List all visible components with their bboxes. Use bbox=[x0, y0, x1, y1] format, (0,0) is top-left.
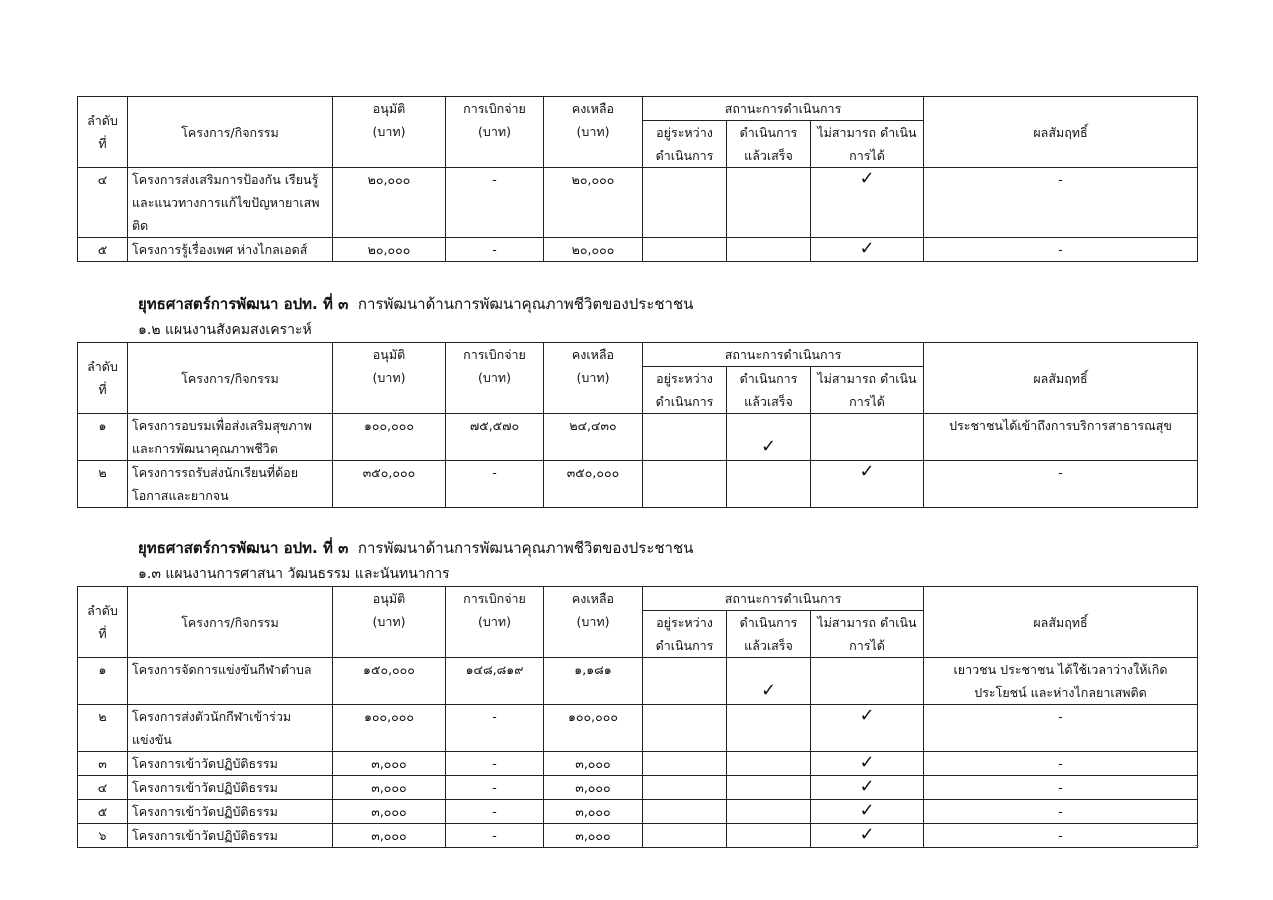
col-disbursed-unit: (บาท) bbox=[478, 614, 511, 629]
row-result: ประชาชนได้เข้าถึงการบริการสาธารณสุข bbox=[924, 414, 1198, 461]
table-body bbox=[78, 658, 1198, 848]
row-approved: ๑๐๐,๐๐๐ bbox=[333, 705, 446, 752]
col-disbursed bbox=[446, 97, 544, 168]
col-status: สถานะการดำเนินการ bbox=[643, 97, 924, 121]
col-remaining bbox=[544, 343, 643, 414]
table-row bbox=[78, 168, 1198, 238]
checkmark-icon: ✓ bbox=[859, 705, 875, 726]
row-remaining: ๓,๐๐๐ bbox=[544, 752, 643, 776]
status-completed-cell bbox=[727, 705, 811, 752]
col-approved-unit: (บาท) bbox=[372, 614, 406, 629]
row-disbursed: - bbox=[446, 752, 544, 776]
table-row bbox=[78, 658, 1198, 705]
table-body bbox=[78, 168, 1198, 262]
status-in-progress-cell bbox=[643, 752, 727, 776]
row-project-name: โครงการรถรับส่งนักเรียนที่ด้อยโอกาสและยากจน bbox=[128, 461, 333, 508]
col-remaining-label: คงเหลือ bbox=[571, 101, 615, 116]
row-project-name: โครงการอบรมเพื่อส่งเสริมสุขภาพและการพัฒนาคุณภาพชีวิต bbox=[128, 414, 333, 461]
row-remaining: ๓,๐๐๐ bbox=[544, 800, 643, 824]
status-unable-cell bbox=[811, 414, 924, 461]
row-disbursed: ๗๕,๕๗๐ bbox=[446, 414, 544, 461]
status-in-progress-cell bbox=[643, 776, 727, 800]
col-remaining bbox=[544, 587, 643, 658]
col-unable: ไม่สามารถ ดำเนินการได้ bbox=[811, 611, 924, 658]
row-disbursed: - bbox=[446, 800, 544, 824]
status-in-progress-cell bbox=[643, 800, 727, 824]
row-result: - bbox=[924, 461, 1198, 508]
row-disbursed: - bbox=[446, 824, 544, 848]
table-row bbox=[78, 752, 1198, 776]
strategy-heading bbox=[138, 293, 693, 315]
col-disbursed-unit: (บาท) bbox=[478, 370, 511, 385]
row-project-name: โครงการส่งตัวนักกีฬาเข้าร่วมแข่งขัน bbox=[128, 705, 333, 752]
row-approved: ๓,๐๐๐ bbox=[333, 752, 446, 776]
checkmark-icon: ✓ bbox=[859, 800, 875, 821]
row-seq: ๓ bbox=[78, 752, 128, 776]
status-completed-cell bbox=[727, 658, 811, 705]
status-completed-cell bbox=[727, 752, 811, 776]
row-result: - bbox=[924, 824, 1198, 848]
status-in-progress-cell bbox=[643, 461, 727, 508]
col-approved-label: อนุมัติ bbox=[372, 591, 406, 606]
row-seq: ๑ bbox=[78, 658, 128, 705]
row-disbursed: ๑๔๘,๘๑๙ bbox=[446, 658, 544, 705]
status-completed-cell bbox=[727, 800, 811, 824]
row-result: - bbox=[924, 752, 1198, 776]
col-seq: ลำดับ ที่ bbox=[78, 97, 128, 168]
status-in-progress-cell bbox=[643, 705, 727, 752]
row-disbursed: - bbox=[446, 705, 544, 752]
row-project-name: โครงการรู้เรื่องเพศ ห่างไกลเอดส์ bbox=[128, 238, 333, 262]
status-completed-cell bbox=[727, 168, 811, 238]
col-status: สถานะการดำเนินการ bbox=[643, 587, 924, 611]
col-seq: ลำดับ ที่ bbox=[78, 587, 128, 658]
col-remaining-unit: (บาท) bbox=[576, 370, 610, 385]
checkmark-icon: ✓ bbox=[859, 776, 875, 797]
status-completed-cell bbox=[727, 776, 811, 800]
row-result: เยาวชน ประชาชน ได้ใช้เวลาว่างให้เกิดประโยชน์ และห่างไกลยาเสพติด bbox=[924, 658, 1198, 705]
col-approved-label: อนุมัติ bbox=[372, 347, 406, 362]
table-row bbox=[78, 824, 1198, 848]
col-project: โครงการ/กิจกรรม bbox=[128, 97, 333, 168]
row-project-name: โครงการเข้าวัดปฏิบัติธรรม bbox=[128, 800, 333, 824]
col-disbursed-unit: (บาท) bbox=[478, 124, 511, 139]
status-in-progress-cell bbox=[643, 238, 727, 262]
status-unable-cell bbox=[811, 824, 924, 848]
checkmark-icon: ✓ bbox=[760, 436, 777, 457]
row-seq: ๒ bbox=[78, 461, 128, 508]
col-disbursed-label: การเบิกจ่าย bbox=[463, 591, 526, 606]
table-row bbox=[78, 800, 1198, 824]
status-in-progress-cell bbox=[643, 824, 727, 848]
row-remaining: ๒๔,๔๓๐ bbox=[544, 414, 643, 461]
status-completed-cell bbox=[727, 238, 811, 262]
col-in-progress: อยู่ระหว่าง ดำเนินการ bbox=[643, 121, 727, 168]
status-in-progress-cell bbox=[643, 168, 727, 238]
col-unable: ไม่สามารถ ดำเนินการได้ bbox=[811, 121, 924, 168]
row-approved: ๓,๐๐๐ bbox=[333, 800, 446, 824]
table-row bbox=[78, 238, 1198, 262]
row-approved: ๓,๐๐๐ bbox=[333, 776, 446, 800]
row-seq: ๔ bbox=[78, 168, 128, 238]
row-disbursed: - bbox=[446, 776, 544, 800]
col-disbursed bbox=[446, 343, 544, 414]
row-seq: ๑ bbox=[78, 414, 128, 461]
checkmark-icon: ✓ bbox=[859, 824, 875, 845]
table-header bbox=[78, 343, 1198, 414]
col-remaining bbox=[544, 97, 643, 168]
row-remaining: ๑,๑๘๑ bbox=[544, 658, 643, 705]
checkmark-icon: ✓ bbox=[859, 461, 875, 482]
status-unable-cell bbox=[811, 800, 924, 824]
row-disbursed: - bbox=[446, 238, 544, 262]
col-approved-unit: (บาท) bbox=[372, 370, 406, 385]
row-approved: ๓,๐๐๐ bbox=[333, 824, 446, 848]
col-approved bbox=[333, 343, 446, 414]
col-approved-label: อนุมัติ bbox=[372, 101, 406, 116]
row-remaining: ๒๐,๐๐๐ bbox=[544, 168, 643, 238]
status-completed-cell bbox=[727, 824, 811, 848]
col-disbursed bbox=[446, 587, 544, 658]
strategy-description: การพัฒนาด้านการพัฒนาคุณภาพชีวิตของประชาชน bbox=[357, 539, 694, 557]
row-seq: ๕ bbox=[78, 800, 128, 824]
row-disbursed: - bbox=[446, 461, 544, 508]
col-remaining-label: คงเหลือ bbox=[571, 347, 615, 362]
row-result: - bbox=[924, 168, 1198, 238]
page-edge-mark bbox=[1195, 845, 1199, 846]
col-result: ผลสัมฤทธิ์ bbox=[924, 587, 1198, 658]
plan-heading: ๑.๓ แผนงานการศาสนา วัฒนธรรม และนันทนาการ bbox=[138, 566, 450, 582]
col-completed: ดำเนินการ แล้วเสร็จ bbox=[727, 121, 811, 168]
project-table-social-welfare bbox=[77, 342, 1198, 508]
col-result: ผลสัมฤทธิ์ bbox=[924, 97, 1198, 168]
row-result: - bbox=[924, 800, 1198, 824]
col-remaining-unit: (บาท) bbox=[576, 124, 610, 139]
row-result: - bbox=[924, 238, 1198, 262]
status-unable-cell bbox=[811, 238, 924, 262]
strategy-description: การพัฒนาด้านการพัฒนาคุณภาพชีวิตของประชาชน bbox=[357, 295, 694, 313]
row-approved: ๑๕๐,๐๐๐ bbox=[333, 658, 446, 705]
row-seq: ๒ bbox=[78, 705, 128, 752]
status-unable-cell bbox=[811, 752, 924, 776]
strategy-title: ยุทธศาสตร์การพัฒนา อปท. ที่ ๓ bbox=[138, 539, 349, 557]
plan-heading: ๑.๒ แผนงานสังคมสงเคราะห์ bbox=[138, 322, 312, 338]
status-unable-cell bbox=[811, 461, 924, 508]
checkmark-icon: ✓ bbox=[859, 168, 875, 189]
status-completed-cell bbox=[727, 461, 811, 508]
row-project-name: โครงการจัดการแข่งขันกีฬาตำบล bbox=[128, 658, 333, 705]
project-table-drug-aids bbox=[77, 96, 1198, 262]
row-project-name: โครงการเข้าวัดปฏิบัติธรรม bbox=[128, 776, 333, 800]
row-remaining: ๓,๐๐๐ bbox=[544, 824, 643, 848]
row-remaining: ๓๕๐,๐๐๐ bbox=[544, 461, 643, 508]
checkmark-icon: ✓ bbox=[859, 238, 875, 259]
col-result: ผลสัมฤทธิ์ bbox=[924, 343, 1198, 414]
col-approved bbox=[333, 587, 446, 658]
col-approved-unit: (บาท) bbox=[372, 124, 406, 139]
row-seq: ๖ bbox=[78, 824, 128, 848]
table-row bbox=[78, 705, 1198, 752]
strategy-title: ยุทธศาสตร์การพัฒนา อปท. ที่ ๓ bbox=[138, 295, 349, 313]
status-unable-cell bbox=[811, 705, 924, 752]
table-body bbox=[78, 414, 1198, 508]
row-disbursed: - bbox=[446, 168, 544, 238]
status-unable-cell bbox=[811, 168, 924, 238]
strategy-heading bbox=[138, 537, 693, 559]
row-approved: ๒๐,๐๐๐ bbox=[333, 168, 446, 238]
table-header bbox=[78, 97, 1198, 168]
row-remaining: ๒๐,๐๐๐ bbox=[544, 238, 643, 262]
checkmark-icon: ✓ bbox=[859, 752, 875, 773]
row-remaining: ๓,๐๐๐ bbox=[544, 776, 643, 800]
row-result: - bbox=[924, 776, 1198, 800]
row-seq: ๕ bbox=[78, 238, 128, 262]
project-table-religion-culture bbox=[77, 586, 1198, 848]
table-header bbox=[78, 587, 1198, 658]
row-result: - bbox=[924, 705, 1198, 752]
row-approved: ๒๐,๐๐๐ bbox=[333, 238, 446, 262]
col-disbursed-label: การเบิกจ่าย bbox=[463, 101, 526, 116]
col-in-progress: อยู่ระหว่าง ดำเนินการ bbox=[643, 367, 727, 414]
col-in-progress: อยู่ระหว่าง ดำเนินการ bbox=[643, 611, 727, 658]
checkmark-icon: ✓ bbox=[760, 680, 777, 701]
status-unable-cell bbox=[811, 658, 924, 705]
row-project-name: โครงการเข้าวัดปฏิบัติธรรม bbox=[128, 752, 333, 776]
table-row bbox=[78, 776, 1198, 800]
col-completed: ดำเนินการ แล้วเสร็จ bbox=[727, 611, 811, 658]
col-approved bbox=[333, 97, 446, 168]
status-in-progress-cell bbox=[643, 414, 727, 461]
col-project: โครงการ/กิจกรรม bbox=[128, 587, 333, 658]
table-row bbox=[78, 414, 1198, 461]
table-row bbox=[78, 461, 1198, 508]
col-seq: ลำดับ ที่ bbox=[78, 343, 128, 414]
col-completed: ดำเนินการ แล้วเสร็จ bbox=[727, 367, 811, 414]
status-unable-cell bbox=[811, 776, 924, 800]
row-approved: ๑๐๐,๐๐๐ bbox=[333, 414, 446, 461]
row-project-name: โครงการส่งเสริมการป้องกัน เรียนรู้และแนวทางการแก้ไขปัญหายาเสพติด bbox=[128, 168, 333, 238]
col-unable: ไม่สามารถ ดำเนินการได้ bbox=[811, 367, 924, 414]
status-in-progress-cell bbox=[643, 658, 727, 705]
col-project: โครงการ/กิจกรรม bbox=[128, 343, 333, 414]
col-remaining-label: คงเหลือ bbox=[571, 591, 615, 606]
col-remaining-unit: (บาท) bbox=[576, 614, 610, 629]
status-completed-cell bbox=[727, 414, 811, 461]
row-approved: ๓๕๐,๐๐๐ bbox=[333, 461, 446, 508]
row-seq: ๔ bbox=[78, 776, 128, 800]
row-remaining: ๑๐๐,๐๐๐ bbox=[544, 705, 643, 752]
col-status: สถานะการดำเนินการ bbox=[643, 343, 924, 367]
row-project-name: โครงการเข้าวัดปฏิบัติธรรม bbox=[128, 824, 333, 848]
col-disbursed-label: การเบิกจ่าย bbox=[463, 347, 526, 362]
